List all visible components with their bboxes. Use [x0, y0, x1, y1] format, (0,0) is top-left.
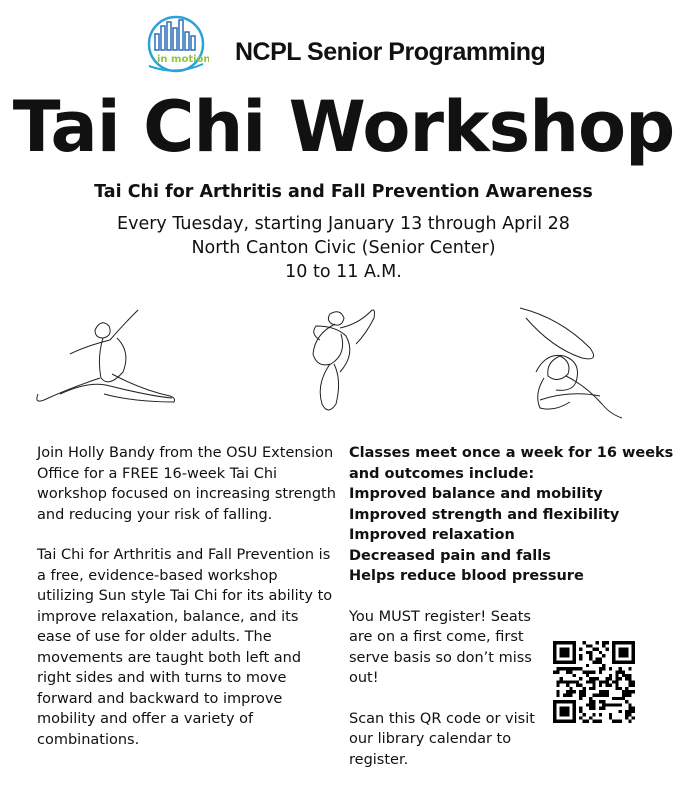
register-notice: You MUST register! Seats are on a first come, first serve basis so don’t miss out!: [349, 608, 532, 686]
outcomes-intro: and outcomes include:: [349, 465, 535, 482]
tai-chi-figure-illustration: [37, 310, 175, 402]
event-details: [0, 212, 687, 284]
time-line: 10 to 11 A.M.: [285, 262, 402, 282]
outcomes-intro: Classes meet once a week for 16 weeks: [349, 445, 674, 461]
schedule-line: Every Tuesday, starting January 13 through April 28: [117, 214, 570, 234]
in-motion-logo: [143, 14, 209, 74]
outcome-item: Helps reduce blood pressure: [349, 568, 584, 584]
logo-text: in motion: [157, 54, 209, 65]
outcome-item: Improved relaxation: [349, 527, 515, 543]
left-column: [37, 443, 337, 770]
outcome-item: Decreased pain and falls: [349, 547, 551, 564]
subtitle: Tai Chi for Arthritis and Fall Prevention Awareness: [94, 182, 593, 202]
tai-chi-figure-illustration: [520, 308, 622, 418]
description-paragraph: Tai Chi for Arthritis and Fall Prevention is a free, evidence-based workshop utilizing Sun style Tai Chi for its ability to improve relaxation, balance, and its ease of use for older adults. The movements are taught both left and right sides and with turns to move forward and backward to improve mobility and offer a variety of combinations.: [37, 547, 333, 748]
illustrations: [0, 300, 687, 440]
right-column: [349, 443, 679, 790]
outcome-item: Improved strength and flexibility: [349, 506, 620, 523]
scan-instructions: Scan this QR code or visit our library calendar to register.: [349, 710, 535, 768]
page-title: Tai Chi Workshop: [12, 86, 675, 168]
qr-code-icon[interactable]: [553, 641, 635, 723]
organization-heading: NCPL Senior Programming: [235, 38, 546, 66]
outcome-item: Improved balance and mobility: [349, 486, 603, 502]
location-line: North Canton Civic (Senior Center): [191, 238, 496, 258]
intro-paragraph: Join Holly Bandy from the OSU Extension Office for a FREE 16-week Tai Chi workshop focused on increasing strength and reducing your risk of falling.: [37, 445, 336, 523]
tai-chi-figure-illustration: [313, 310, 375, 410]
outcomes-block: [349, 443, 679, 587]
